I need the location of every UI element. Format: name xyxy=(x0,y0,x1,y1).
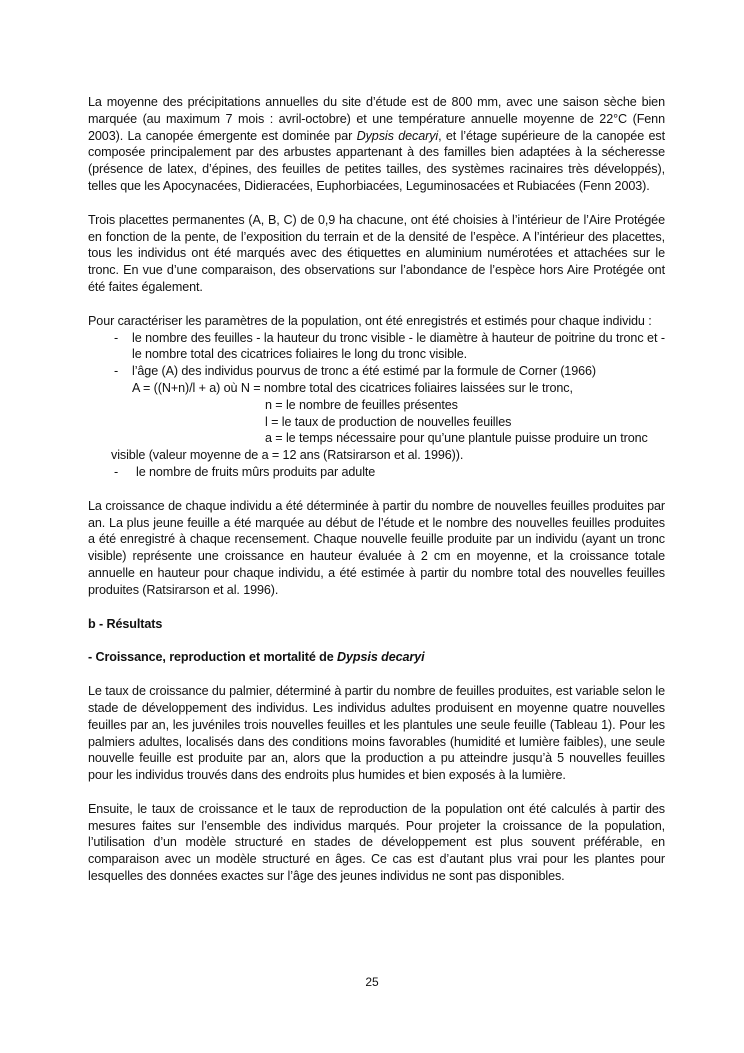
paragraph-growth-rate: Le taux de croissance du palmier, déterminé à partir du nombre de feuilles produites, est variable selon le stade de développement des individus. Les individus adultes produisent en moyenne quatre nouvelles feuilles par an, les juvéniles trois nouvelles feuilles et les plantules une seule feuille (Tableau 1). Pour les palmiers adultes, localisés dans des conditions moins favorables (humidité et lumière faibles), une seule nouvelle feuille est produite par an, alors que la production a pu atteindre jusqu’à 5 nouvelles feuilles pour les individus trouvés dans des endroits plus humides et bien exposés à la lumière. xyxy=(88,684,665,783)
paragraph-plots: Trois placettes permanentes (A, B, C) de 0,9 ha chacune, ont été choisies à l’intérieur de l’Aire Protégée en fonction de la pente, de l’exposition du terrain et de la densité de l’espèce. A l’intérieur des placettes, tous les individus ont été marqués avec des étiquettes en aluminium numérotées et attachées sur le tronc. En vue d’une comparaison, des observations sur l’abondance de l’espèce hors Aire Protégée ont été faites également. xyxy=(88,212,665,294)
formula-definition-a-continued: visible (valeur moyenne de a = 12 ans (Ratsirarson et al. 1996)). xyxy=(111,448,464,463)
list-dash: - xyxy=(114,330,119,345)
subheading-text: - Croissance, reproduction et mortalité de xyxy=(88,650,338,665)
paragraph-site-climate xyxy=(88,94,665,195)
paragraph-parameters: Pour caractériser les paramètres de la population, ont été enregistrés et estimés pour chaque individu : xyxy=(88,313,652,328)
list-dash: - xyxy=(114,464,119,479)
list-item-text: le nombre des feuilles - la hauteur du tronc visible - le diamètre à hauteur de poitrine du tronc et - le nombre total des cicatrices foliaires le long du tronc visible. xyxy=(132,330,665,362)
list-item xyxy=(88,363,665,380)
parameter-list xyxy=(88,330,665,481)
corner-formula: A = ((N+n)/l + a) où N = nombre total des cicatrices foliaires laissées sur le tronc, xyxy=(132,380,573,395)
formula-definition-l: l = le taux de production de nouvelles feuilles xyxy=(265,414,512,429)
species-name: Dypsis decaryi xyxy=(356,128,439,143)
list-item-text: le nombre de fruits mûrs produits par adulte xyxy=(136,464,376,479)
formula-definition-n: n = le nombre de feuilles présentes xyxy=(265,397,458,412)
list-item xyxy=(88,330,665,364)
formula-definition-a: a = le temps nécessaire pour qu’une plantule puisse produire un tronc xyxy=(265,431,648,446)
paragraph-population-model: Ensuite, le taux de croissance et le taux de reproduction de la population ont été calculés à partir des mesures faites sur l’ensemble des individus marqués. Pour projeter la croissance de la population, l’utilisation d’un modèle structuré en stades de développement est plus souvent préférable, en comparaison avec un modèle structuré en âges. Ce cas est d’autant plus vrai pour les plantes pour lesquelles des données exactes sur l’âge des jeunes individus ne sont pas disponibles. xyxy=(88,801,665,884)
species-name: Dypsis decaryi xyxy=(337,650,425,665)
list-item xyxy=(88,464,665,481)
list-item-text: l’âge (A) des individus pourvus de tronc a été estimé par la formule de Corner (1966) xyxy=(132,364,597,379)
paragraph-growth-method: La croissance de chaque individu a été déterminée à partir du nombre de nouvelles feuilles produites par an. La plus jeune feuille a été marquée au début de l’étude et le nombre des nouvelles feuilles produites a été enregistré à chaque recensement. Chaque nouvelle feuille produite par un individu (ayant un tronc visible) représente une croissance en hauteur évaluée à 2 cm en moyenne, et la croissance totale annuelle en hauteur pour chaque individu, a été estimée à partir du nombre total des nouvelles feuilles produites (Ratsirarson et al. 1996). xyxy=(88,498,665,597)
subsection-heading xyxy=(88,649,665,666)
paragraph-text: La moyenne des précipitations annuelles du site d’étude est de 800 mm, avec une saison sèche bien marquée (au maximum 7 mois : avril-octobre) et une température annuelle moyenne de 22°C (Fenn 2003). La canopée émergente est dominée par xyxy=(88,95,665,143)
paragraph-text: , et l’étage supérieure de la canopée est composée principalement par des arbustes appartenant à des familles bien adaptées à la sécheresse (présence de latex, d’épines, des feuilles de petites tailles, des systèmes racinaires très développés), telles que les Apocynacées, Didieracées, Euphorbiacées, Leguminosacées et Rubiacées (Fenn 2003). xyxy=(88,128,665,193)
list-dash: - xyxy=(114,364,119,379)
page-content xyxy=(88,94,665,885)
section-heading: b - Résultats xyxy=(88,616,163,631)
page-number: 25 xyxy=(365,975,379,989)
